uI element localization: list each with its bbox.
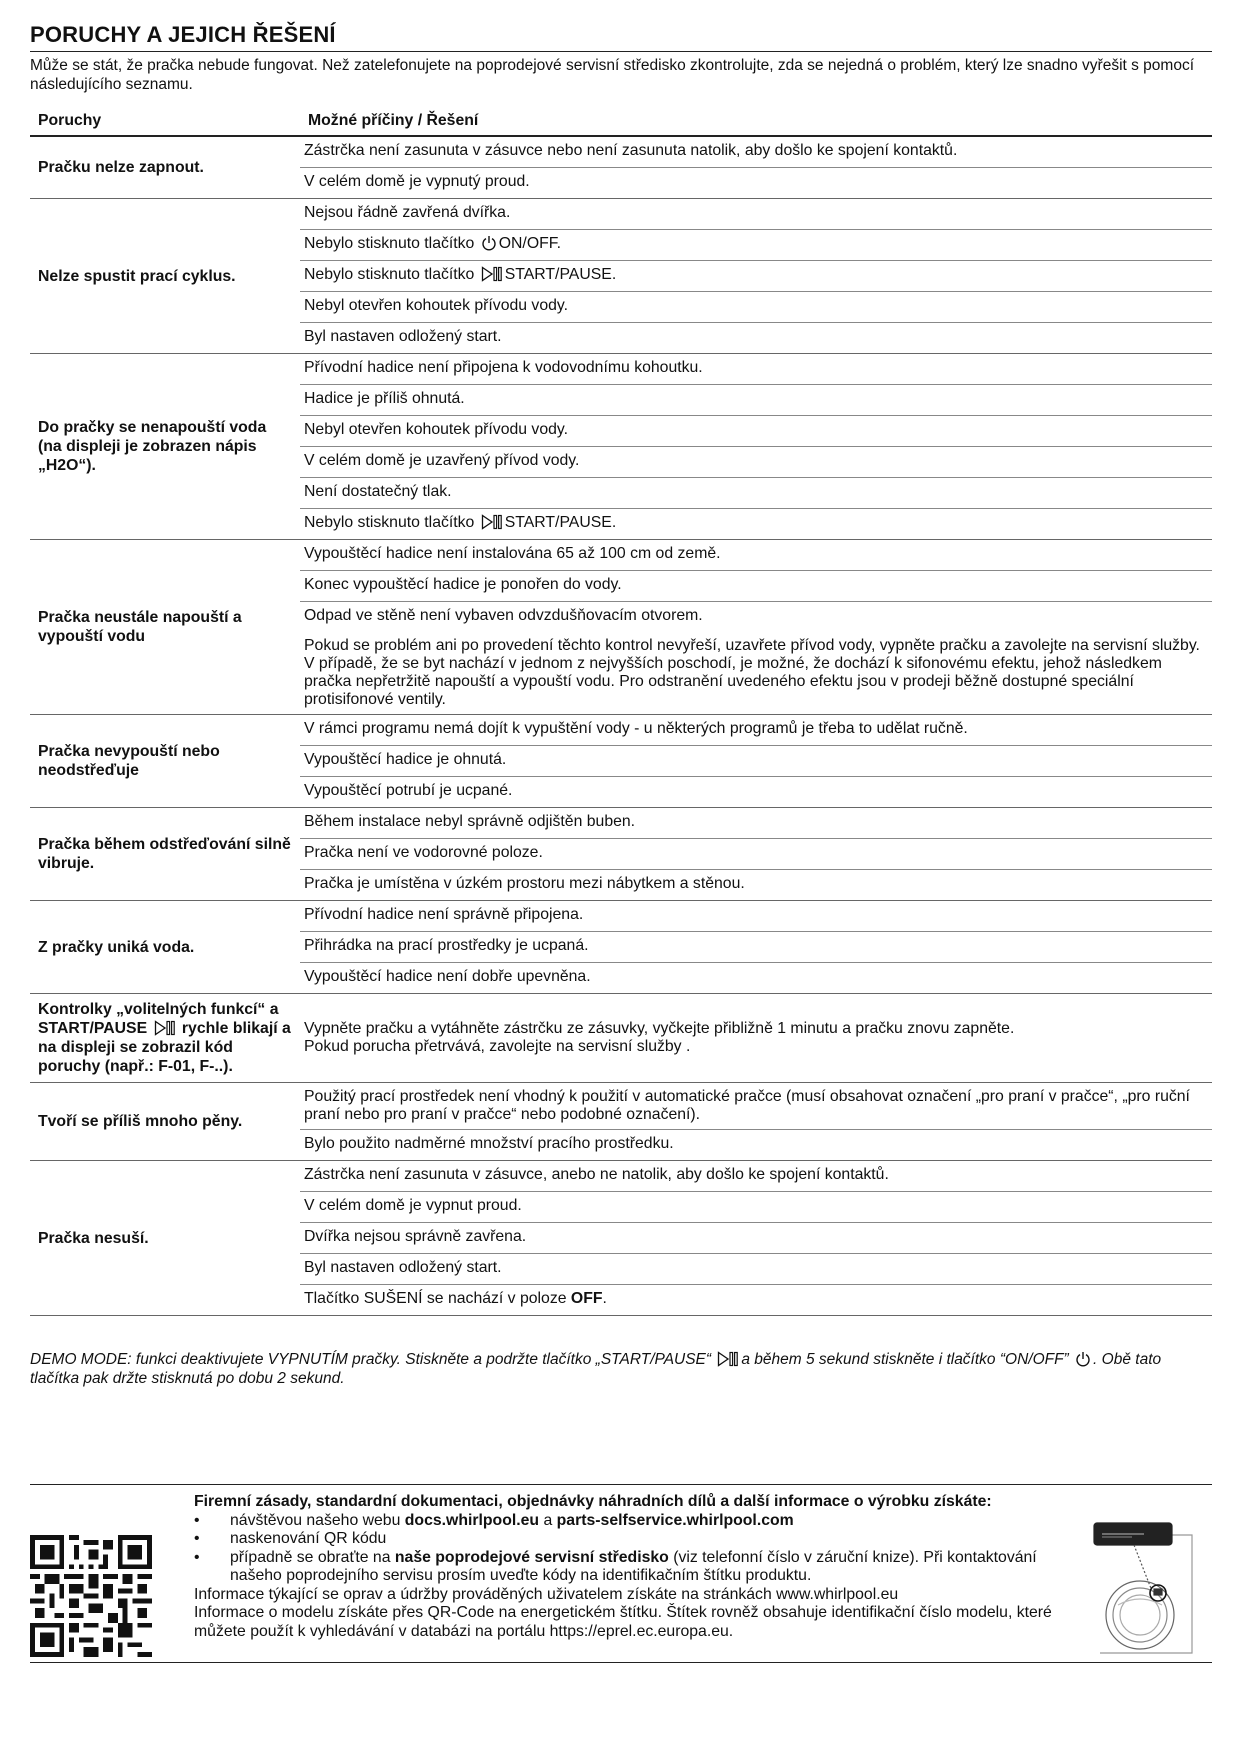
service-center-text: naše poprodejové servisní středisko [394, 1548, 669, 1566]
list-item [194, 1512, 1074, 1531]
fault-cell: Nelze spustit prací cyklus. [30, 199, 300, 354]
solution-item: Konec vypouštěcí hadice je ponořen do vody. [300, 571, 1212, 602]
table-row [30, 199, 1212, 354]
repair-info [194, 1586, 1074, 1605]
solutions-cell [300, 199, 1212, 354]
list-text: a [543, 1511, 553, 1529]
fault-cell: Pračka nesuší. [30, 1161, 300, 1316]
solution-item: Nejsou řádně zavřená dvířka. [300, 199, 1212, 230]
demo-mode-note [30, 1350, 1212, 1388]
list-text: (viz telefonní číslo v záruční knize). Při kontaktování našeho poprodejního servisu prosím uveďte kódy na identifikačním štítku produktu. [230, 1548, 1037, 1584]
startpause-label: START/PAUSE. [504, 514, 617, 531]
support-list [194, 1512, 1074, 1586]
repair-text: Informace týkající se oprav a údržby prováděných uživatelem získáte na stránkách [194, 1585, 772, 1603]
solutions-cell [300, 808, 1212, 901]
solution-item: Vypněte pračku a vytáhněte zástrčku ze zásuvky, vyčkejte přibližně 1 minutu a pračku znovu zapněte. Pokud porucha přetrvává, zavolejte na servisní služby . [304, 1020, 1015, 1055]
table-header [30, 106, 1212, 136]
solution-item [300, 230, 1212, 261]
solution-item [300, 602, 1212, 714]
demo-text: DEMO MODE: funkci deaktivujete VYPNUTÍM pračky. Stiskněte a podržte tlačítko „START/PAUSE“ [30, 1351, 712, 1368]
list-text: případně se obraťte na [230, 1548, 391, 1566]
solution-item: Přívodní hadice není správně připojena. [300, 901, 1212, 932]
solutions-cell [300, 1161, 1212, 1316]
solution-item: Byl nastaven odložený start. [300, 1254, 1212, 1285]
column-header-solution: Možné příčiny / Řešení [300, 106, 1212, 136]
solution-text: Nebylo stisknuto tlačítko [304, 514, 475, 531]
fault-cell: Pračka během odstřeďování silně vibruje. [30, 808, 300, 901]
table-row [30, 1161, 1212, 1316]
parts-link[interactable]: parts-selfservice.whirlpool.com [556, 1511, 794, 1529]
solution-item [300, 509, 1212, 539]
fault-text: Kontrolky „volitelných funkcí“ a START/PAUSE [38, 1001, 279, 1037]
solution-item: Přívodní hadice není připojena k vodovodnímu kohoutku. [300, 354, 1212, 385]
washing-machine-illustration [1082, 1515, 1212, 1655]
solution-item: Vypouštěcí hadice není dobře upevněna. [304, 968, 591, 985]
fault-cell: Do pračky se nenapouští voda (na displeji je zobrazen nápis „H2O“). [30, 354, 300, 540]
solutions-cell [300, 715, 1212, 808]
solutions-cell [300, 994, 1212, 1083]
solution-item [300, 261, 1212, 292]
solution-item: Přihrádka na prací prostředky je ucpaná. [300, 932, 1212, 963]
solution-item: Nebyl otevřen kohoutek přívodu vody. [300, 416, 1212, 447]
fault-text: rychle blikají a na displeji se zobrazil kód poruchy (např.: F-01, F-..). [38, 1020, 291, 1075]
solution-item: Vypouštěcí potrubí je ucpané. [304, 782, 513, 799]
solutions-cell [300, 540, 1212, 715]
solution-note: Pokud se problém ani po provedení těchto kontrol nevyřeší, uzavřete přívod vody, vypněte pračku a zavolejte na servisní služby. V případě, že se byt nachází v jednom z nejvyšších poschodí, je možné, že dochází k sifonovému efektu, jehož následkem pračka nepřetržitě napouští a vypouští vodu. Pro odstranění uvedeného efektu jsou v prodeji běžně dostupné speciální protisifonové ventily. [304, 637, 1200, 708]
model-info: Informace o modelu získáte přes QR-Code na energetickém štítku. Štítek rovněž obsahuje identifikační číslo modelu, které můžete použít k vyhledávání v databázi na portálu https://eprel.ec.europa.eu. [194, 1604, 1052, 1640]
solution-item: V celém domě je vypnut proud. [300, 1192, 1212, 1223]
start-pause-icon [481, 514, 503, 530]
fault-cell [30, 994, 300, 1083]
start-pause-icon [481, 266, 503, 282]
solution-item: Dvířka nejsou správně zavřena. [300, 1223, 1212, 1254]
onoff-label: ON/OFF. [498, 235, 562, 252]
solution-item: V celém domě je uzavřený přívod vody. [300, 447, 1212, 478]
solution-item: Zástrčka není zasunuta v zásuvce, anebo ne natolik, aby došlo ke spojení kontaktů. [300, 1161, 1212, 1192]
demo-text: a během 5 sekund stiskněte i tlačítko “ON/OFF” [741, 1351, 1069, 1368]
start-pause-icon [154, 1020, 176, 1036]
fault-cell: Z pračky uniká voda. [30, 901, 300, 994]
list-item [194, 1549, 1074, 1586]
page-title: PORUCHY A JEJICH ŘEŠENÍ [30, 22, 1212, 52]
support-heading: Firemní zásady, standardní dokumentaci, objednávky náhradních dílů a další informace o výrobku získáte: [194, 1493, 992, 1510]
footer [30, 1484, 1212, 1663]
intro-text: Může se stát, že pračka nebude fungovat. Než zatelefonujete na poprodejové servisní středisko zkontrolujte, zda se nejedná o problém, který lze snadno vyřešit s pomocí následujícího seznamu. [30, 57, 1195, 93]
list-text: návštěvou našeho webu [230, 1511, 401, 1529]
table-row [30, 715, 1212, 808]
solution-item: Bylo použito nadměrné množství pracího prostředku. [304, 1135, 674, 1152]
docs-link[interactable]: docs.whirlpool.eu [404, 1511, 540, 1529]
solution-item: Použitý prací prostředek není vhodný k použití v automatické pračce (musí obsahovat označení „pro praní v pračce“, „pro ruční praní nebo pro praní v pračce“ nebo podobné označení). [300, 1083, 1212, 1130]
solution-item: V rámci programu nemá dojít k vypuštění vody - u některých programů je třeba to udělat ručně. [300, 715, 1212, 746]
solution-item: Nebyl otevřen kohoutek přívodu vody. [300, 292, 1212, 323]
fault-cell: Pračka nevypouští nebo neodstřeďuje [30, 715, 300, 808]
solution-text: Nebylo stisknuto tlačítko [304, 266, 475, 283]
page [30, 22, 1212, 1388]
whirlpool-link[interactable]: www.whirlpool.eu [776, 1585, 899, 1603]
solutions-cell [300, 1083, 1212, 1161]
solution-text: Odpad ve stěně není vybaven odvzdušňovacím otvorem. [304, 607, 703, 624]
demo-text: . Obě tato tlačítka pak držte stisknutá po dobu 2 sekund. [30, 1351, 1162, 1387]
solutions-cell [300, 354, 1212, 540]
fault-cell: Tvoří se příliš mnoho pěny. [30, 1083, 300, 1161]
solution-item: Pračka není ve vodorovné poloze. [300, 839, 1212, 870]
qr-code-icon[interactable] [30, 1535, 152, 1657]
start-pause-icon [717, 1351, 739, 1367]
support-info [194, 1493, 1074, 1641]
table-row [30, 136, 1212, 199]
solution-item: Vypouštěcí hadice není instalována 65 až 100 cm od země. [300, 540, 1212, 571]
table-row [30, 901, 1212, 994]
table-row [30, 1083, 1212, 1161]
faults-table [30, 106, 1212, 1316]
table-row [30, 994, 1212, 1083]
table-row [30, 540, 1212, 715]
table-row [30, 354, 1212, 540]
fault-cell: Pračku nelze zapnout. [30, 136, 300, 199]
fault-cell: Pračka neustále napouští a vypouští vodu [30, 540, 300, 715]
solution-item: Pračka je umístěna v úzkém prostoru mezi nábytkem a stěnou. [304, 875, 745, 892]
solution-item: Byl nastaven odložený start. [304, 328, 502, 345]
startpause-label: START/PAUSE. [504, 266, 617, 283]
solution-text: Nebylo stisknuto tlačítko [304, 235, 475, 252]
off-label: OFF [570, 1290, 603, 1307]
solution-item [300, 1285, 1212, 1315]
solutions-cell [300, 136, 1212, 199]
solution-text: Tlačítko SUŠENÍ se nachází v poloze [304, 1290, 567, 1307]
solution-item: V celém domě je vypnutý proud. [304, 173, 530, 190]
solution-item: Vypouštěcí hadice je ohnutá. [300, 746, 1212, 777]
solution-item: Během instalace nebyl správně odjištěn buben. [300, 808, 1212, 839]
solutions-cell [300, 901, 1212, 994]
punctuation: . [602, 1290, 607, 1307]
solution-item: Zástrčka není zasunuta v zásuvce nebo není zasunuta natolik, aby došlo ke spojení kontaktů. [300, 137, 1212, 168]
table-row [30, 808, 1212, 901]
solution-item: Hadice je příliš ohnutá. [300, 385, 1212, 416]
column-header-fault: Poruchy [30, 106, 300, 136]
power-icon [1075, 1351, 1091, 1367]
list-item: • naskenování QR kódu [194, 1530, 1074, 1549]
power-icon [481, 235, 497, 251]
solution-item: Není dostatečný tlak. [300, 478, 1212, 509]
